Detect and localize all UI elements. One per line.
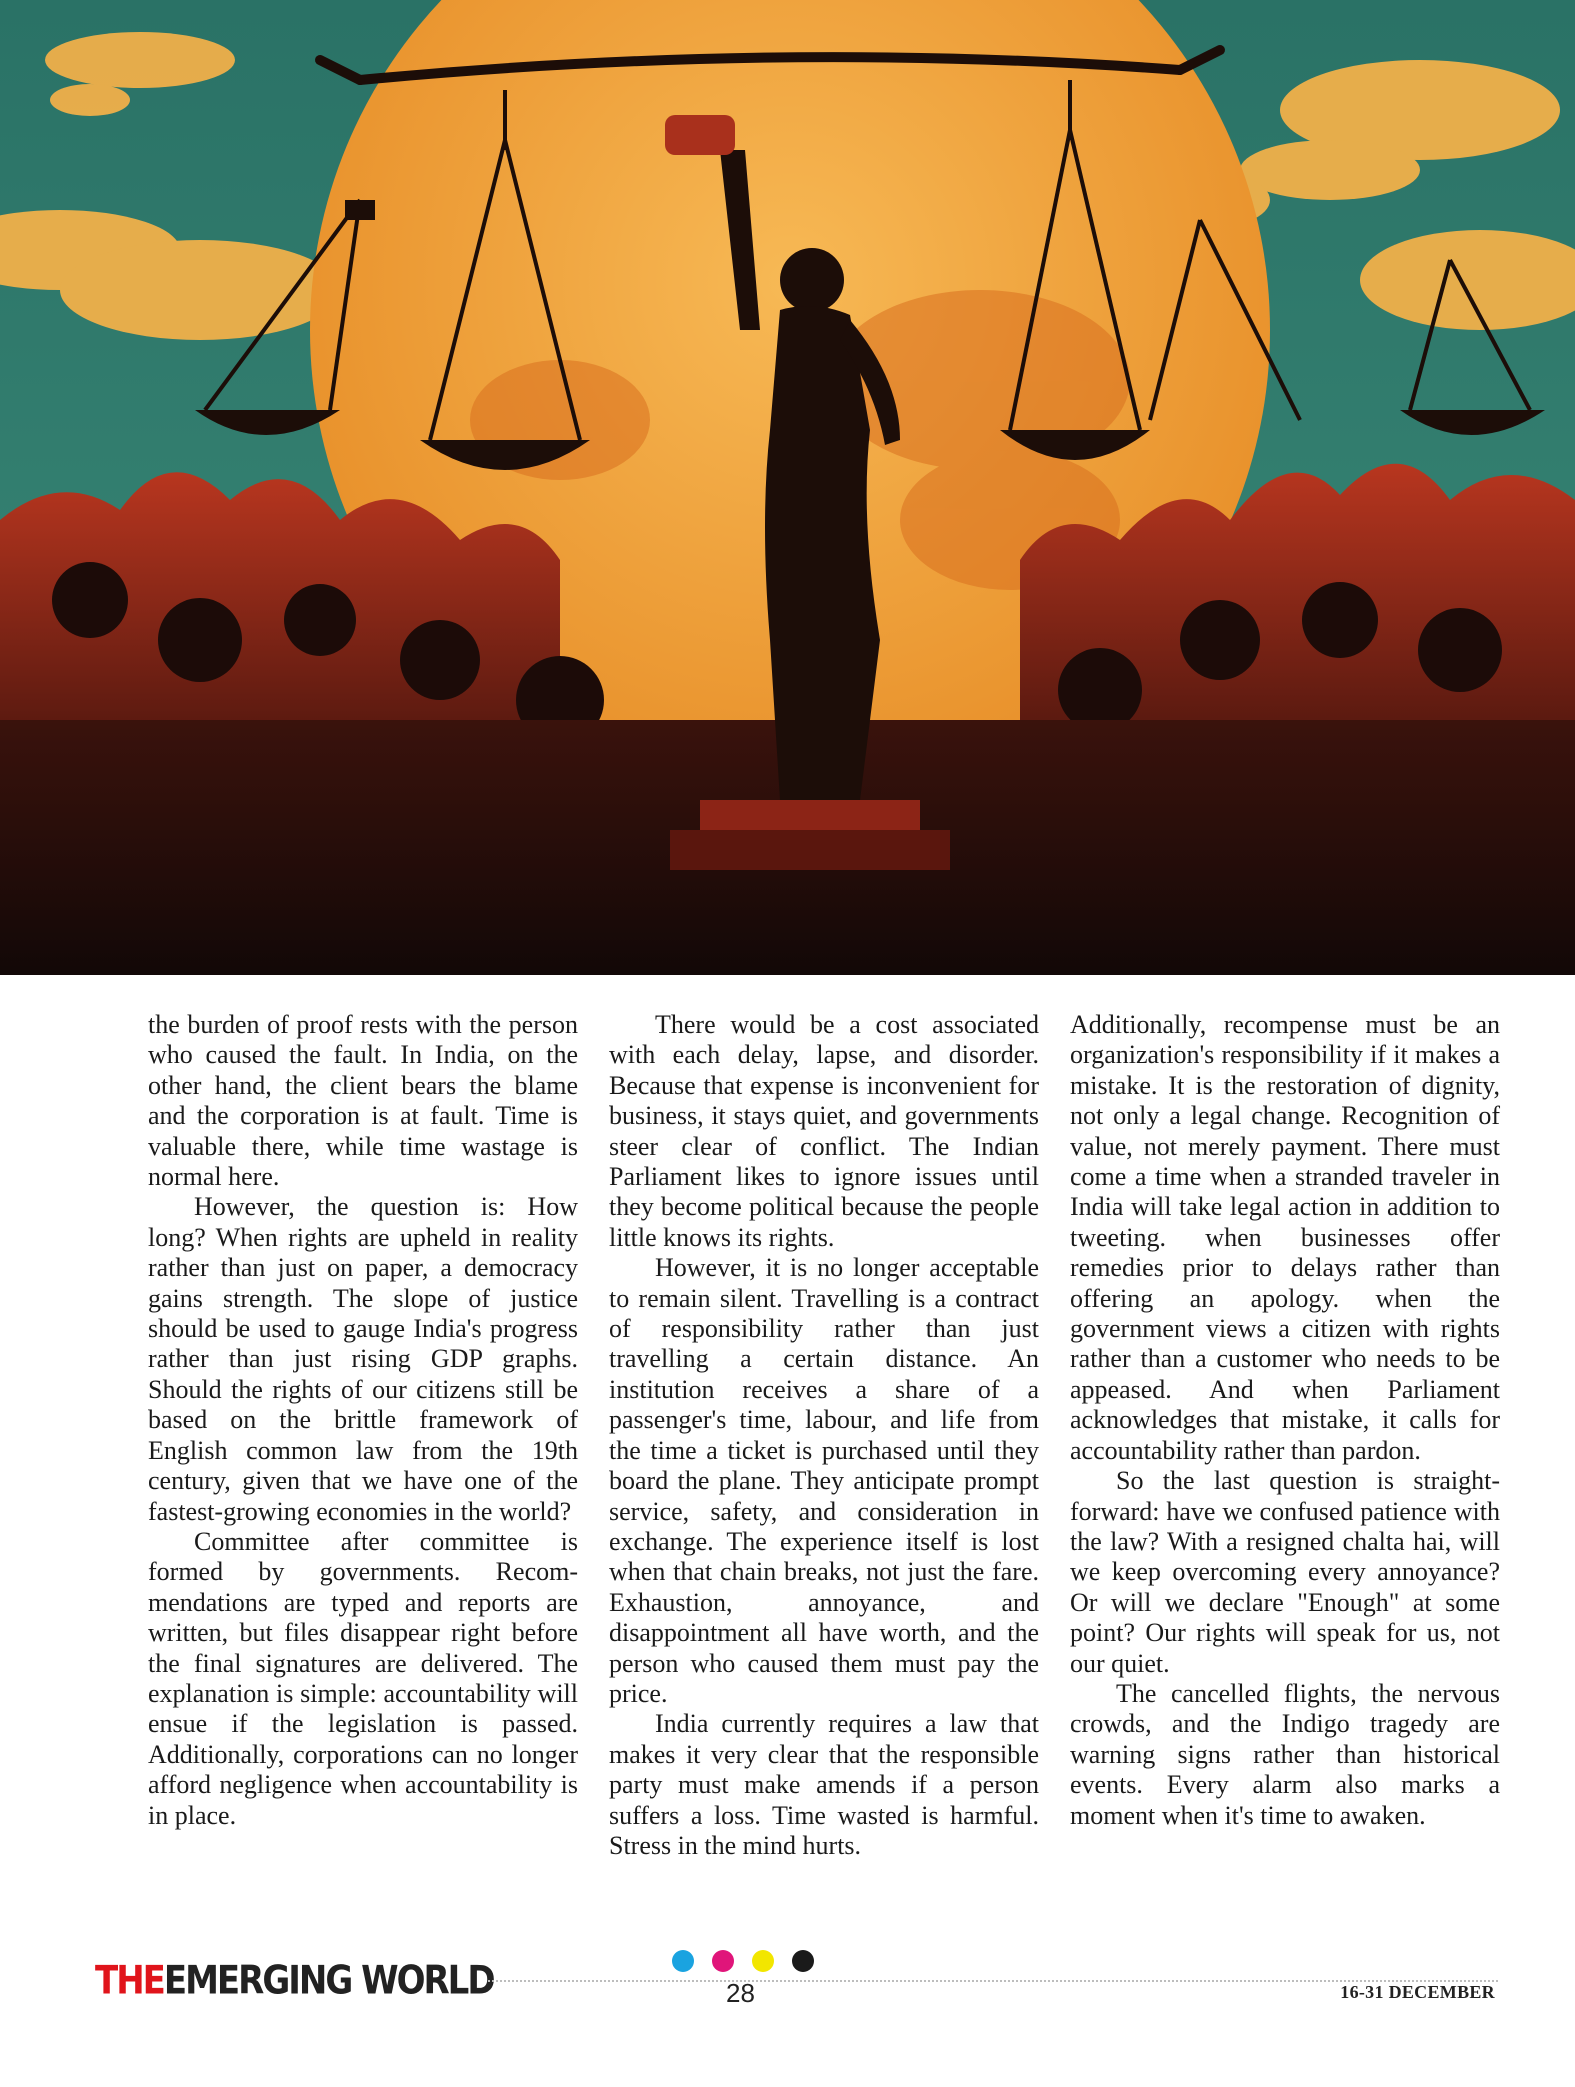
paragraph: Committee after committee is formed by governments. Recommendations are typed and reports are written, but files disappear right before the final signatures are delivered. The explanation is simple: accountability will ensue if the legislation is passed. Additionally, corporations can no longer afford negligence when accountability is in place. [148,1526,578,1830]
registration-dots [672,1950,814,1972]
paragraph: However, it is no longer acceptable to remain silent. Travelling is a contract of responsibility rather than just travelling a certain distance. An institution receives a share of a passenger's time, labour, and life from the time a ticket is purchased until they board the plane. They anticipate prompt service, safety, and consideration in exchange. The experience itself is lost when that chain breaks, not just the fare. Exhaustion, annoyance, and disappointment all have worth, and the person who caused them must pay the price. [609,1253,1039,1708]
justice-scales-illustration [0,0,1575,975]
article-column-2 [609,1010,1039,1900]
paragraph: However, the question is: How long? When rights are upheld in reality rather than just on paper, a democracy gains strength. The slope of justice should be used to gauge India's progress rather than just rising GDP graphs. Should the rights of our citizens still be based on the brittle framework of English common law from the 19th century, given that we have one of the fastest-growing economies in the world? [148,1192,578,1526]
registration-dot-magenta [712,1950,734,1972]
registration-dot-black [792,1950,814,1972]
issue-date: 16-31 DECEMBER [1340,1982,1495,2002]
paragraph: India currently requires a law that makes it very clear that the responsible party must make amends if a person suffers a loss. Time wasted is harmful. Stress in the mind hurts. [609,1709,1039,1860]
paragraph: There would be a cost associated with each delay, lapse, and disorder. Because that expense is inconvenient for business, it stays quiet, and governments steer clear of conflict. The Indian Parliament likes to ignore issues until they become political because the people little knows its rights. [609,1010,1039,1252]
page-number: 28 [726,1978,755,2008]
article-column-3 [1070,1010,1500,1900]
paragraph: The cancelled flights, the nervous crowds, and the Indigo tragedy are warning signs rather than historical events. Every alarm also marks a moment when it's time to awaken. [1070,1678,1500,1830]
article-body [148,1010,1500,1900]
hero-illustration [0,0,1575,975]
registration-dot-yellow [752,1950,774,1972]
logo-the: THE [95,1958,164,2004]
logo-name: EMERGING WORLD [163,1958,494,2004]
paragraph: Additionally, recompense must be an organization's responsibility if it makes a mistake. It is the restoration of dignity, not only a legal change. Recognition of value, not merely payment. There must come a time when a stranded traveler in India will take legal action in addition to tweeting. when businesses offer remedies prior to delays rather than offering an apology. when the government views a citizen with rights rather than a customer who needs to be appeased. And when Parliament acknowledges that mistake, it calls for accountability rather than pardon. [1070,1010,1500,1465]
page-footer [0,1950,1575,2030]
publication-logo [95,1958,494,2004]
paragraph: the burden of proof rests with the person who caused the fault. In India, on the other hand, the client bears the blame and the corporation is at fault. Time is valuable there, while time wastage is normal here. [148,1010,578,1192]
registration-dot-cyan [672,1950,694,1972]
article-column-1 [148,1010,578,1900]
paragraph: So the last question is straightforward: have we confused patience with the law? With a resigned chalta hai, will we keep overcoming every annoyance? Or will we declare "Enough" at some point? Our rights will speak for us, not our quiet. [1070,1466,1500,1678]
